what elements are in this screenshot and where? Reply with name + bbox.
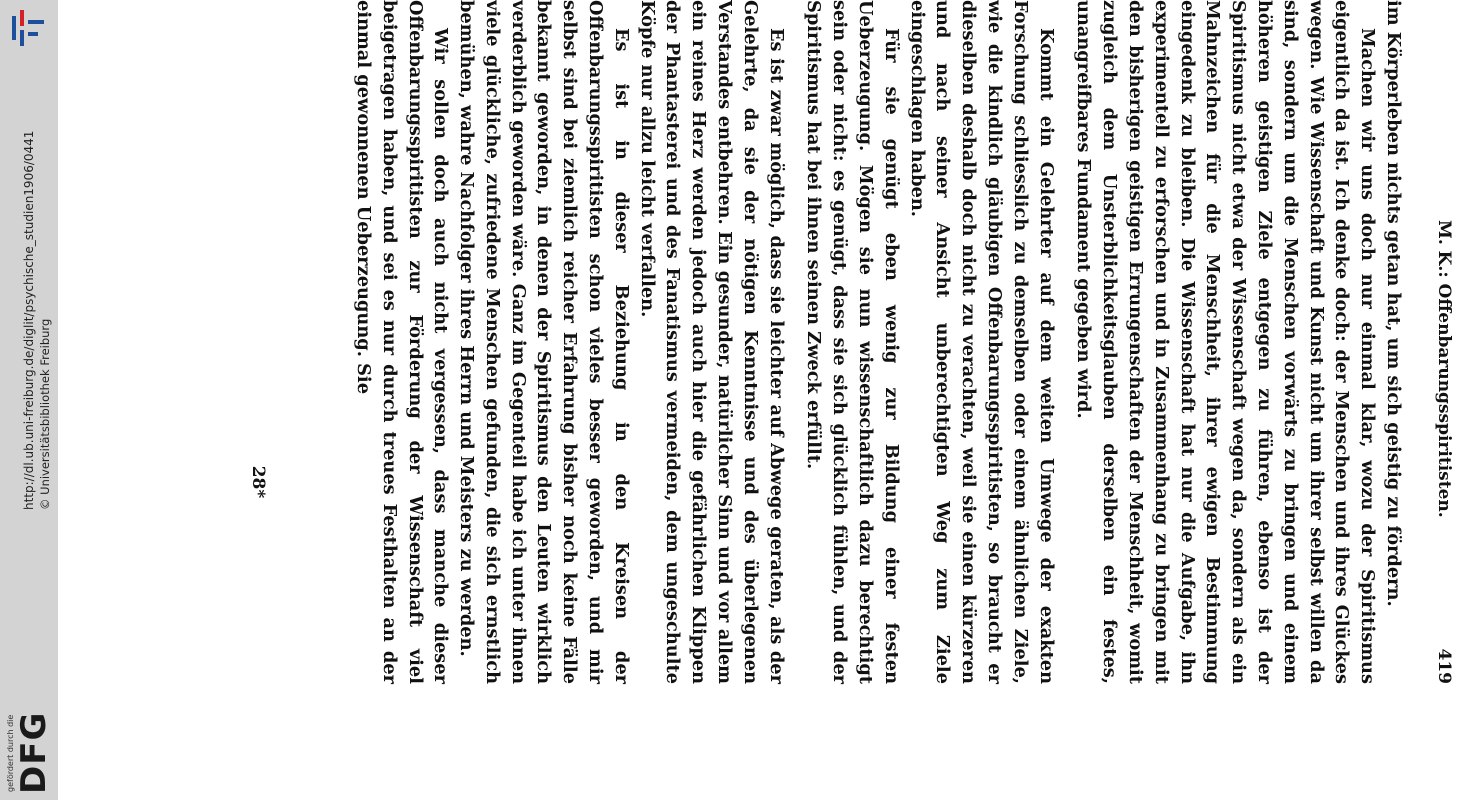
dfg-logo-text: DFG: [14, 711, 54, 794]
dfg-logo: [4, 712, 56, 796]
viewer-sidebar: [0, 0, 58, 800]
page-body: [350, 0, 1406, 684]
paragraph: Wir sollen doch auch nicht vergessen, dass manche dieser Offenbarungsspiritisten zur Förderung der Wissenschaft viel beigetragen haben, und sei es nur durch treues Festhalten an der einmal gewonnenen Ueberzeugung. Sie: [352, 0, 452, 684]
signature-mark: [248, 0, 268, 684]
paragraph: im Körperleben nichts getan hat, um sich geistig zu fördern.: [1383, 0, 1404, 607]
paragraph: Es ist zwar möglich, dass sie leichter auf Abwege geraten, als der Gelehrte, da sie der nötigen Kenntnisse und des überlegenen Verstandes entbehren. Ein gesunder, natürlicher Sinn und vor allem ein reines Herz werden jedoch auch hier die gefährlichen Klippen der Phantasterei und des Fanatismus vermeiden, dem ungeschulte Köpfe nur allzu leicht verfallen.: [636, 0, 787, 684]
header-title: M. K.: Offenbarungsspiritisten.: [1434, 220, 1454, 518]
running-header: [1428, 0, 1454, 684]
paragraph: Kommt ein Gelehrter auf dem weiten Umwege der exakten Forschung schliesslich zu demselben oder einem ähnlichen Ziele, wie die kindlich gläubigen Offenbarungsspiritisten, so braucht er dieselben deshalb doch nicht zu verachten, weil sie einen kürzeren und nach seiner Ansicht unberechtigten Weg zum Ziele eingeschlagen haben.: [906, 0, 1057, 684]
paragraph: Machen wir uns doch nur einmal klar, wozu der Spiritismus eigentlich da ist. Ich denke doch: der Menschen und ihres Glückes wegen. Wie Wissenschaft und Kunst nicht um ihrer selbst willen da sind, sondern um die Menschen vorwärts zu bringen und einem höheren geistigen Ziele entgegen zu führen, ebenso ist der Spiritismus nicht etwa der Wissenschaft wegen da, sondern als ein Mahnzeichen für die Menschheit, ihrer ewigen Bestimmung eingedenk zu bleiben. Die Wissenschaft hat nur die Aufgabe, ihn experimentell zu erforschen und in Zusammenhang zu bringen mit den bisherigen geistigen Errungenschaften der Menschheit, womit zugleich dem Unsterblichkeitsglauben derselben ein festes, unangreifbares Fundament gegeben wird.: [1073, 0, 1379, 684]
dfg-funded-text: gefördert durch die: [6, 714, 15, 792]
paragraph: Für sie genügt eben wenig zur Bildung einer festen Ueberzeugung. Mögen sie nun wissenschaftlich dazu berechtigt sein oder nicht: es genügt, dass sie sich glücklich fühlen, und der Spiritismus hat bei ihnen seinen Zweck erfüllt.: [803, 0, 902, 684]
source-url[interactable]: http://dl.ub.uni-freiburg.de/diglit/psychische_studien1906/0441: [22, 130, 36, 510]
scanned-page: [154, 0, 1454, 800]
signature-text: 28*: [248, 465, 268, 499]
page-number: 419: [1434, 648, 1454, 684]
paragraph: Es ist in dieser Beziehung in den Kreisen der Offenbarungsspiritisten schon vieles besser geworden, und mir selbst sind bei ziemlich reicher Erfahrung bisher noch keine Fälle bekannt geworden, in denen der Spiritismus den Leuten wirklich verderblich geworden wäre. Ganz im Gegenteil habe ich unter ihnen viele glückliche, zufriedene Menschen gefunden, die sich ernstlich bemühen, wahre Nachfolger ihres Herrn und Meisters zu werden.: [456, 0, 632, 684]
page-viewport: [58, 0, 1472, 800]
copyright-notice: © Universitätsbibliothek Freiburg: [38, 318, 52, 510]
